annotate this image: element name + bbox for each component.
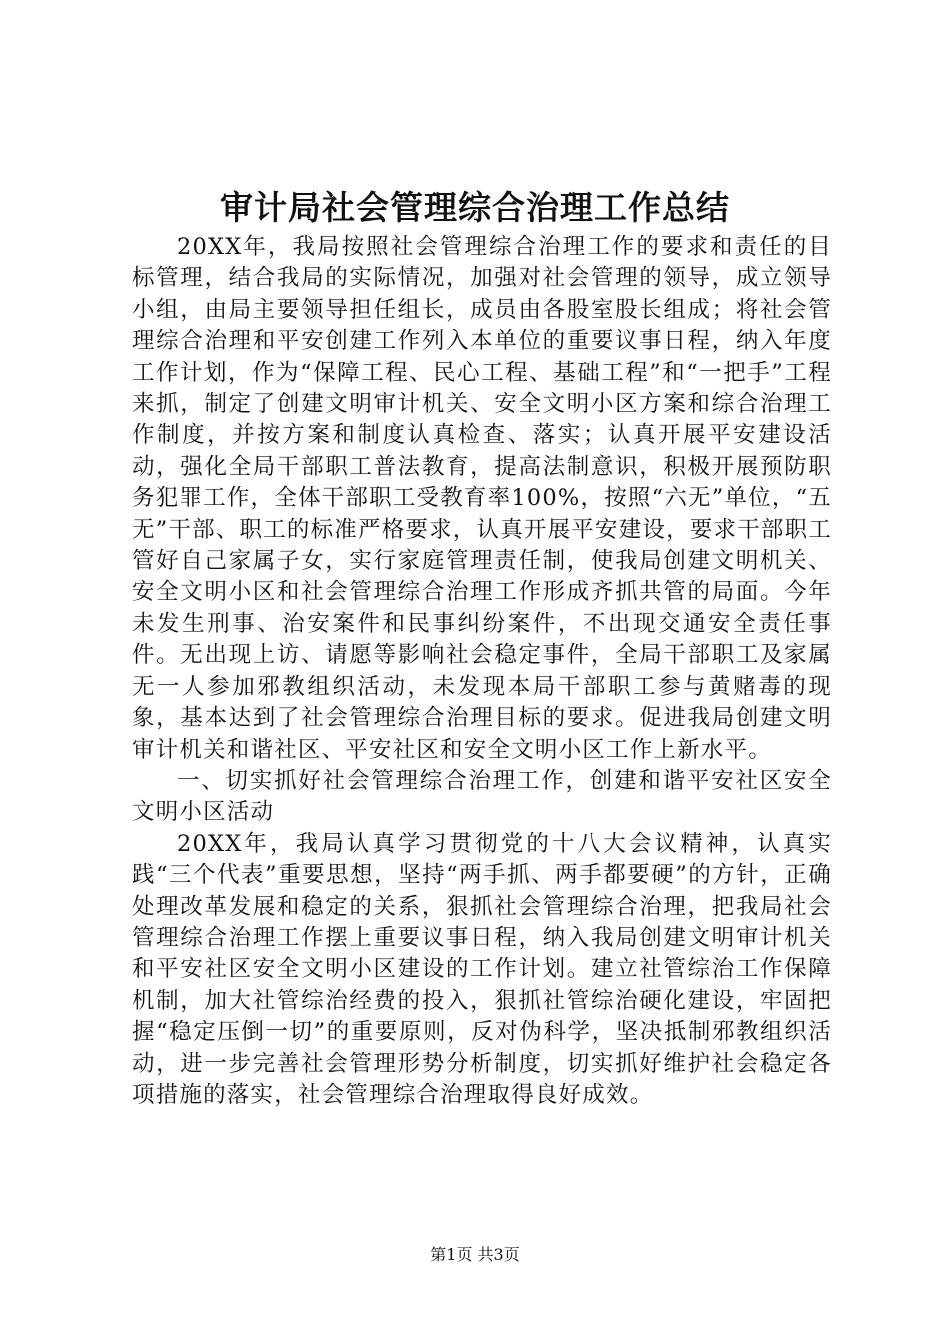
body-paragraph-section-1: 20XX年，我局认真学习贯彻党的十八大会议精神，认真实践“三个代表”重要思想，坚持“两手抓、两手都要硬”的方针，正确处理改革发展和稳定的关系，狠抓社会管理综合治理，把我局社会管理综合治理工作摆上重要议事日程，纳入我局创建文明审计机关和平安社区安全文明小区建设的工作计划。建立社管综治工作保障机制，加大社管综治经费的投入，狠抓社管综治硬化建设，牢固把握“稳定压倒一切”的重要原则，反对伪科学，坚决抵制邪教组织活动，进一步完善社会管理形势分析制度，切实抓好维护社会稳定各项措施的落实，社会管理综合治理取得良好成效。 xyxy=(132,830,832,1108)
section-heading-1: 一、切实抓好社会管理综合治理工作，创建和谐平安社区安全文明小区活动 xyxy=(132,767,832,826)
body-paragraph-intro: 20XX年，我局按照社会管理综合治理工作的要求和责任的目标管理，结合我局的实际情况，加强对社会管理的领导，成立领导小组，由局主要领导担任组长，成员由各股室股长组成；将社会管理综合治理和平安创建工作列入本单位的重要议事日程，纳入年度工作计划，作为“保障工程、民心工程、基础工程”和“一把手”工程来抓，制定了创建文明审计机关、安全文明小区方案和综合治理工作制度，并按方案和制度认真检查、落实；认真开展平安建设活动，强化全局干部职工普法教育，提高法制意识，积极开展预防职务犯罪工作，全体干部职工受教育率100%，按照“六无”单位，“五无”干部、职工的标准严格要求，认真开展平安建设，要求干部职工管好自己家属子女，实行家庭管理责任制，使我局创建文明机关、安全文明小区和社会管理综合治理工作形成齐抓共管的局面。今年未发生刑事、治安案件和民事纠纷案件，不出现交通安全责任事件。无出现上访、请愿等影响社会稳定事件，全局干部职工及家属无一人参加邪教组织活动，未发现本局干部职工参与黄赌毒的现象，基本达到了社会管理综合治理目标的要求。促进我局创建文明审计机关和谐社区、平安社区和安全文明小区工作上新水平。 xyxy=(132,234,833,763)
document-title: 审计局社会管理综合治理工作总结 xyxy=(220,188,730,227)
page-number-footer: 第1页 共3页 xyxy=(430,1245,520,1264)
document-body xyxy=(132,232,832,1111)
